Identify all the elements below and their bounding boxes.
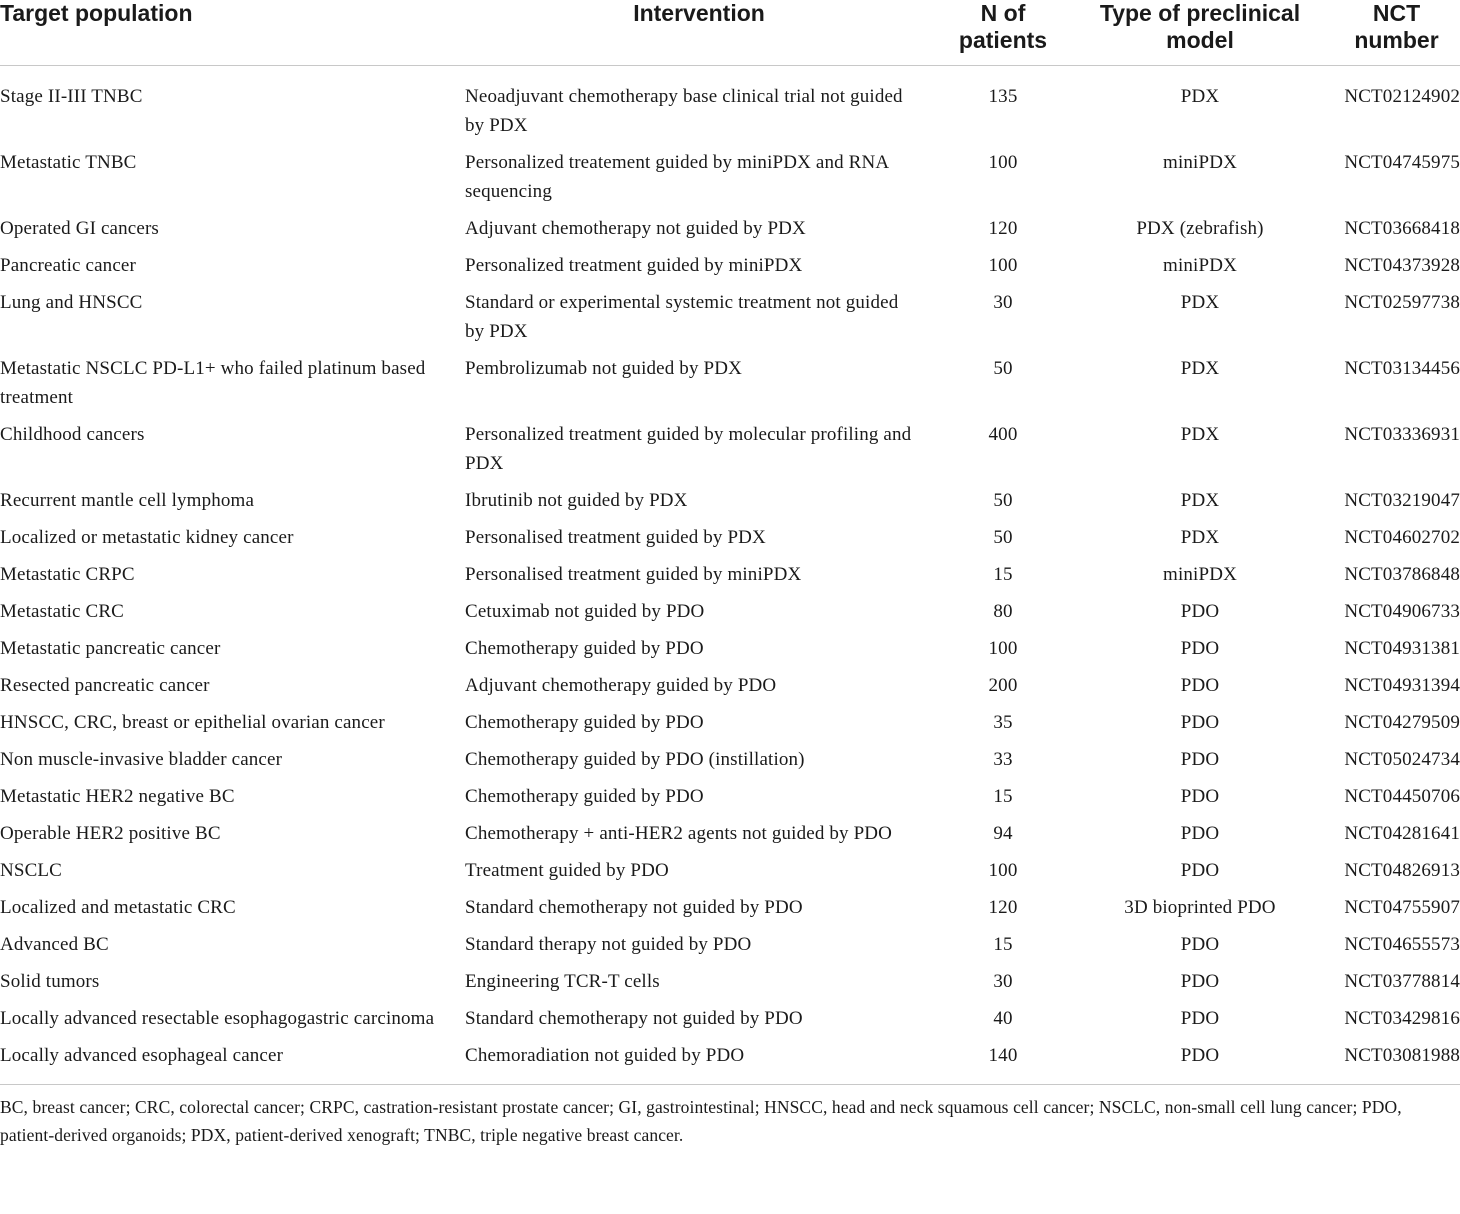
cell-preclinical-model: PDO bbox=[1180, 971, 1220, 992]
cell-n-of-patients: 80 bbox=[993, 601, 1013, 622]
cell-target-population: HNSCC, CRC, breast or epithelial ovarian cancer bbox=[0, 712, 385, 733]
cell-intervention: Chemotherapy + anti-HER2 agents not guided by PDO bbox=[465, 823, 893, 844]
cell-nct-number: NCT04655573 bbox=[1344, 934, 1460, 955]
cell-intervention: Chemotherapy guided by PDO (instillation) bbox=[465, 749, 805, 770]
cell-target-population: Localized and metastatic CRC bbox=[0, 897, 236, 918]
cell-intervention: Standard chemotherapy not guided by PDO bbox=[465, 897, 803, 918]
cell-target-population: Operated GI cancers bbox=[0, 218, 159, 239]
table-row bbox=[0, 819, 1460, 856]
cell-preclinical-model: PDX bbox=[1180, 490, 1220, 511]
table-row bbox=[0, 66, 1460, 149]
cell-nct-number: NCT04450706 bbox=[1344, 786, 1460, 807]
cell-preclinical-model: PDO bbox=[1180, 823, 1220, 844]
cell-n-of-patients: 400 bbox=[988, 424, 1018, 445]
table-row bbox=[0, 148, 1460, 214]
cell-intervention: Standard chemotherapy not guided by PDO bbox=[465, 1008, 803, 1029]
cell-target-population: Solid tumors bbox=[0, 971, 100, 992]
cell-preclinical-model: PDO bbox=[1180, 1045, 1220, 1066]
cell-n-of-patients: 50 bbox=[993, 490, 1013, 511]
table-row bbox=[0, 1041, 1460, 1085]
cell-preclinical-model: PDX bbox=[1180, 424, 1220, 445]
cell-nct-number: NCT04826913 bbox=[1344, 860, 1460, 881]
table-row bbox=[0, 893, 1460, 930]
cell-n-of-patients: 33 bbox=[993, 749, 1013, 770]
cell-n-of-patients: 100 bbox=[988, 638, 1018, 659]
table-row bbox=[0, 930, 1460, 967]
cell-nct-number: NCT04281641 bbox=[1344, 823, 1460, 844]
cell-n-of-patients: 100 bbox=[988, 152, 1018, 173]
cell-intervention: Personalised treatment guided by miniPDX bbox=[465, 564, 802, 585]
cell-target-population: Metastatic TNBC bbox=[0, 152, 137, 173]
cell-intervention: Engineering TCR-T cells bbox=[465, 971, 660, 992]
cell-preclinical-model: miniPDX bbox=[1163, 564, 1237, 585]
cell-intervention: Personalized treatment guided by molecular profiling and PDX bbox=[465, 424, 912, 474]
cell-intervention: Adjuvant chemotherapy guided by PDO bbox=[465, 675, 777, 696]
cell-nct-number: NCT03786848 bbox=[1344, 564, 1460, 585]
cell-preclinical-model: PDO bbox=[1180, 1008, 1220, 1029]
cell-nct-number: NCT04931381 bbox=[1344, 638, 1460, 659]
cell-intervention: Adjuvant chemotherapy not guided by PDX bbox=[465, 218, 806, 239]
table-body bbox=[0, 66, 1460, 1085]
cell-n-of-patients: 50 bbox=[993, 358, 1013, 379]
cell-preclinical-model: PDX bbox=[1180, 527, 1220, 548]
cell-nct-number: NCT04373928 bbox=[1344, 255, 1460, 276]
cell-intervention: Ibrutinib not guided by PDX bbox=[465, 490, 688, 511]
cell-preclinical-model: PDO bbox=[1180, 675, 1220, 696]
table-footnote: BC, breast cancer; CRC, colorectal cancer; CRPC, castration-resistant prostate cancer; GI, gastrointestinal; HNSCC, head and neck squamous cell cancer; NSCLC, non-small cell lung cancer; PDO, patient-derived organoids; PDX, patient-derived xenograft; TNBC, triple negative breast cancer. bbox=[0, 1097, 1402, 1145]
cell-intervention: Standard or experimental systemic treatment not guided by PDX bbox=[465, 292, 899, 342]
cell-nct-number: NCT04602702 bbox=[1344, 527, 1460, 548]
cell-intervention: Personalised treatment guided by PDX bbox=[465, 527, 766, 548]
cell-n-of-patients: 15 bbox=[993, 786, 1013, 807]
cell-nct-number: NCT03081988 bbox=[1344, 1045, 1460, 1066]
cell-intervention: Pembrolizumab not guided by PDX bbox=[465, 358, 742, 379]
cell-intervention: Neoadjuvant chemotherapy base clinical trial not guided by PDX bbox=[465, 86, 903, 136]
header-nct-number: NCT number bbox=[1333, 0, 1460, 66]
cell-intervention: Chemotherapy guided by PDO bbox=[465, 786, 704, 807]
header-row bbox=[0, 0, 1460, 66]
cell-preclinical-model: PDO bbox=[1180, 934, 1220, 955]
cell-nct-number: NCT02597738 bbox=[1344, 292, 1460, 313]
table-row bbox=[0, 671, 1460, 708]
cell-nct-number: NCT05024734 bbox=[1344, 749, 1460, 770]
cell-preclinical-model: PDO bbox=[1180, 749, 1220, 770]
header-preclinical-model: Type of preclinical model bbox=[1067, 0, 1333, 66]
cell-n-of-patients: 200 bbox=[988, 675, 1018, 696]
table-row bbox=[0, 1004, 1460, 1041]
cell-intervention: Treatment guided by PDO bbox=[465, 860, 669, 881]
table-row bbox=[0, 214, 1460, 251]
cell-n-of-patients: 94 bbox=[993, 823, 1013, 844]
cell-preclinical-model: PDO bbox=[1180, 601, 1220, 622]
cell-n-of-patients: 135 bbox=[988, 86, 1018, 107]
cell-n-of-patients: 50 bbox=[993, 527, 1013, 548]
table-row bbox=[0, 708, 1460, 745]
table-row bbox=[0, 560, 1460, 597]
cell-target-population: Metastatic pancreatic cancer bbox=[0, 638, 221, 659]
table-row bbox=[0, 597, 1460, 634]
cell-nct-number: NCT03134456 bbox=[1344, 358, 1460, 379]
cell-n-of-patients: 100 bbox=[988, 255, 1018, 276]
cell-n-of-patients: 40 bbox=[993, 1008, 1013, 1029]
cell-intervention: Standard therapy not guided by PDO bbox=[465, 934, 752, 955]
cell-target-population: Stage II-III TNBC bbox=[0, 86, 143, 107]
cell-target-population: Childhood cancers bbox=[0, 424, 145, 445]
cell-target-population: Advanced BC bbox=[0, 934, 109, 955]
table-row bbox=[0, 354, 1460, 420]
cell-target-population: Metastatic CRC bbox=[0, 601, 125, 622]
cell-n-of-patients: 30 bbox=[993, 292, 1013, 313]
cell-n-of-patients: 100 bbox=[988, 860, 1018, 881]
cell-target-population: Recurrent mantle cell lymphoma bbox=[0, 490, 255, 511]
table-row bbox=[0, 420, 1460, 486]
cell-nct-number: NCT04931394 bbox=[1344, 675, 1460, 696]
cell-nct-number: NCT03219047 bbox=[1344, 490, 1460, 511]
cell-n-of-patients: 35 bbox=[993, 712, 1013, 733]
cell-n-of-patients: 120 bbox=[988, 897, 1018, 918]
header-intervention: Intervention bbox=[459, 0, 939, 66]
cell-n-of-patients: 15 bbox=[993, 564, 1013, 585]
cell-nct-number: NCT04279509 bbox=[1344, 712, 1460, 733]
table-row bbox=[0, 251, 1460, 288]
cell-preclinical-model: PDX (zebrafish) bbox=[1136, 218, 1264, 239]
cell-preclinical-model: 3D bioprinted PDO bbox=[1124, 897, 1276, 918]
cell-target-population: Lung and HNSCC bbox=[0, 292, 143, 313]
cell-n-of-patients: 120 bbox=[988, 218, 1018, 239]
cell-intervention: Chemotherapy guided by PDO bbox=[465, 638, 704, 659]
table-row bbox=[0, 745, 1460, 782]
cell-nct-number: NCT02124902 bbox=[1344, 86, 1460, 107]
cell-intervention: Chemotherapy guided by PDO bbox=[465, 712, 704, 733]
cell-target-population: Locally advanced resectable esophagogastric carcinoma bbox=[0, 1008, 435, 1029]
cell-target-population: Pancreatic cancer bbox=[0, 255, 136, 276]
header-target-population: Target population bbox=[0, 0, 459, 66]
cell-nct-number: NCT03668418 bbox=[1344, 218, 1460, 239]
cell-target-population: Locally advanced esophageal cancer bbox=[0, 1045, 284, 1066]
cell-nct-number: NCT03429816 bbox=[1344, 1008, 1460, 1029]
cell-intervention: Cetuximab not guided by PDO bbox=[465, 601, 705, 622]
table-row bbox=[0, 967, 1460, 1004]
cell-nct-number: NCT04755907 bbox=[1344, 897, 1460, 918]
table-row bbox=[0, 634, 1460, 671]
cell-n-of-patients: 140 bbox=[988, 1045, 1018, 1066]
table-row bbox=[0, 782, 1460, 819]
cell-preclinical-model: PDO bbox=[1180, 638, 1220, 659]
cell-preclinical-model: miniPDX bbox=[1163, 255, 1237, 276]
cell-intervention: Chemoradiation not guided by PDO bbox=[465, 1045, 745, 1066]
cell-nct-number: NCT03778814 bbox=[1344, 971, 1460, 992]
cell-target-population: Metastatic HER2 negative BC bbox=[0, 786, 235, 807]
cell-intervention: Personalized treatment guided by miniPDX bbox=[465, 255, 803, 276]
table-header bbox=[0, 0, 1460, 66]
cell-nct-number: NCT03336931 bbox=[1344, 424, 1460, 445]
cell-preclinical-model: PDO bbox=[1180, 860, 1220, 881]
header-n-of-patients: N of patients bbox=[939, 0, 1067, 66]
cell-preclinical-model: PDO bbox=[1180, 786, 1220, 807]
cell-preclinical-model: PDO bbox=[1180, 712, 1220, 733]
cell-n-of-patients: 30 bbox=[993, 971, 1013, 992]
cell-target-population: NSCLC bbox=[0, 860, 62, 881]
cell-intervention: Personalized treatement guided by miniPDX and RNA sequencing bbox=[465, 152, 889, 202]
cell-n-of-patients: 15 bbox=[993, 934, 1013, 955]
cell-target-population: Metastatic CRPC bbox=[0, 564, 135, 585]
table-row bbox=[0, 523, 1460, 560]
cell-target-population: Metastatic NSCLC PD-L1+ who failed platinum based treatment bbox=[0, 358, 426, 408]
table-row bbox=[0, 486, 1460, 523]
cell-preclinical-model: PDX bbox=[1180, 86, 1220, 107]
cell-preclinical-model: PDX bbox=[1180, 292, 1220, 313]
cell-target-population: Non muscle-invasive bladder cancer bbox=[0, 749, 283, 770]
cell-nct-number: NCT04745975 bbox=[1344, 152, 1460, 173]
cell-nct-number: NCT04906733 bbox=[1344, 601, 1460, 622]
cell-target-population: Resected pancreatic cancer bbox=[0, 675, 210, 696]
table-row bbox=[0, 288, 1460, 354]
cell-preclinical-model: PDX bbox=[1180, 358, 1220, 379]
table-row bbox=[0, 856, 1460, 893]
cell-target-population: Operable HER2 positive BC bbox=[0, 823, 221, 844]
cell-target-population: Localized or metastatic kidney cancer bbox=[0, 527, 294, 548]
cell-preclinical-model: miniPDX bbox=[1163, 152, 1237, 173]
